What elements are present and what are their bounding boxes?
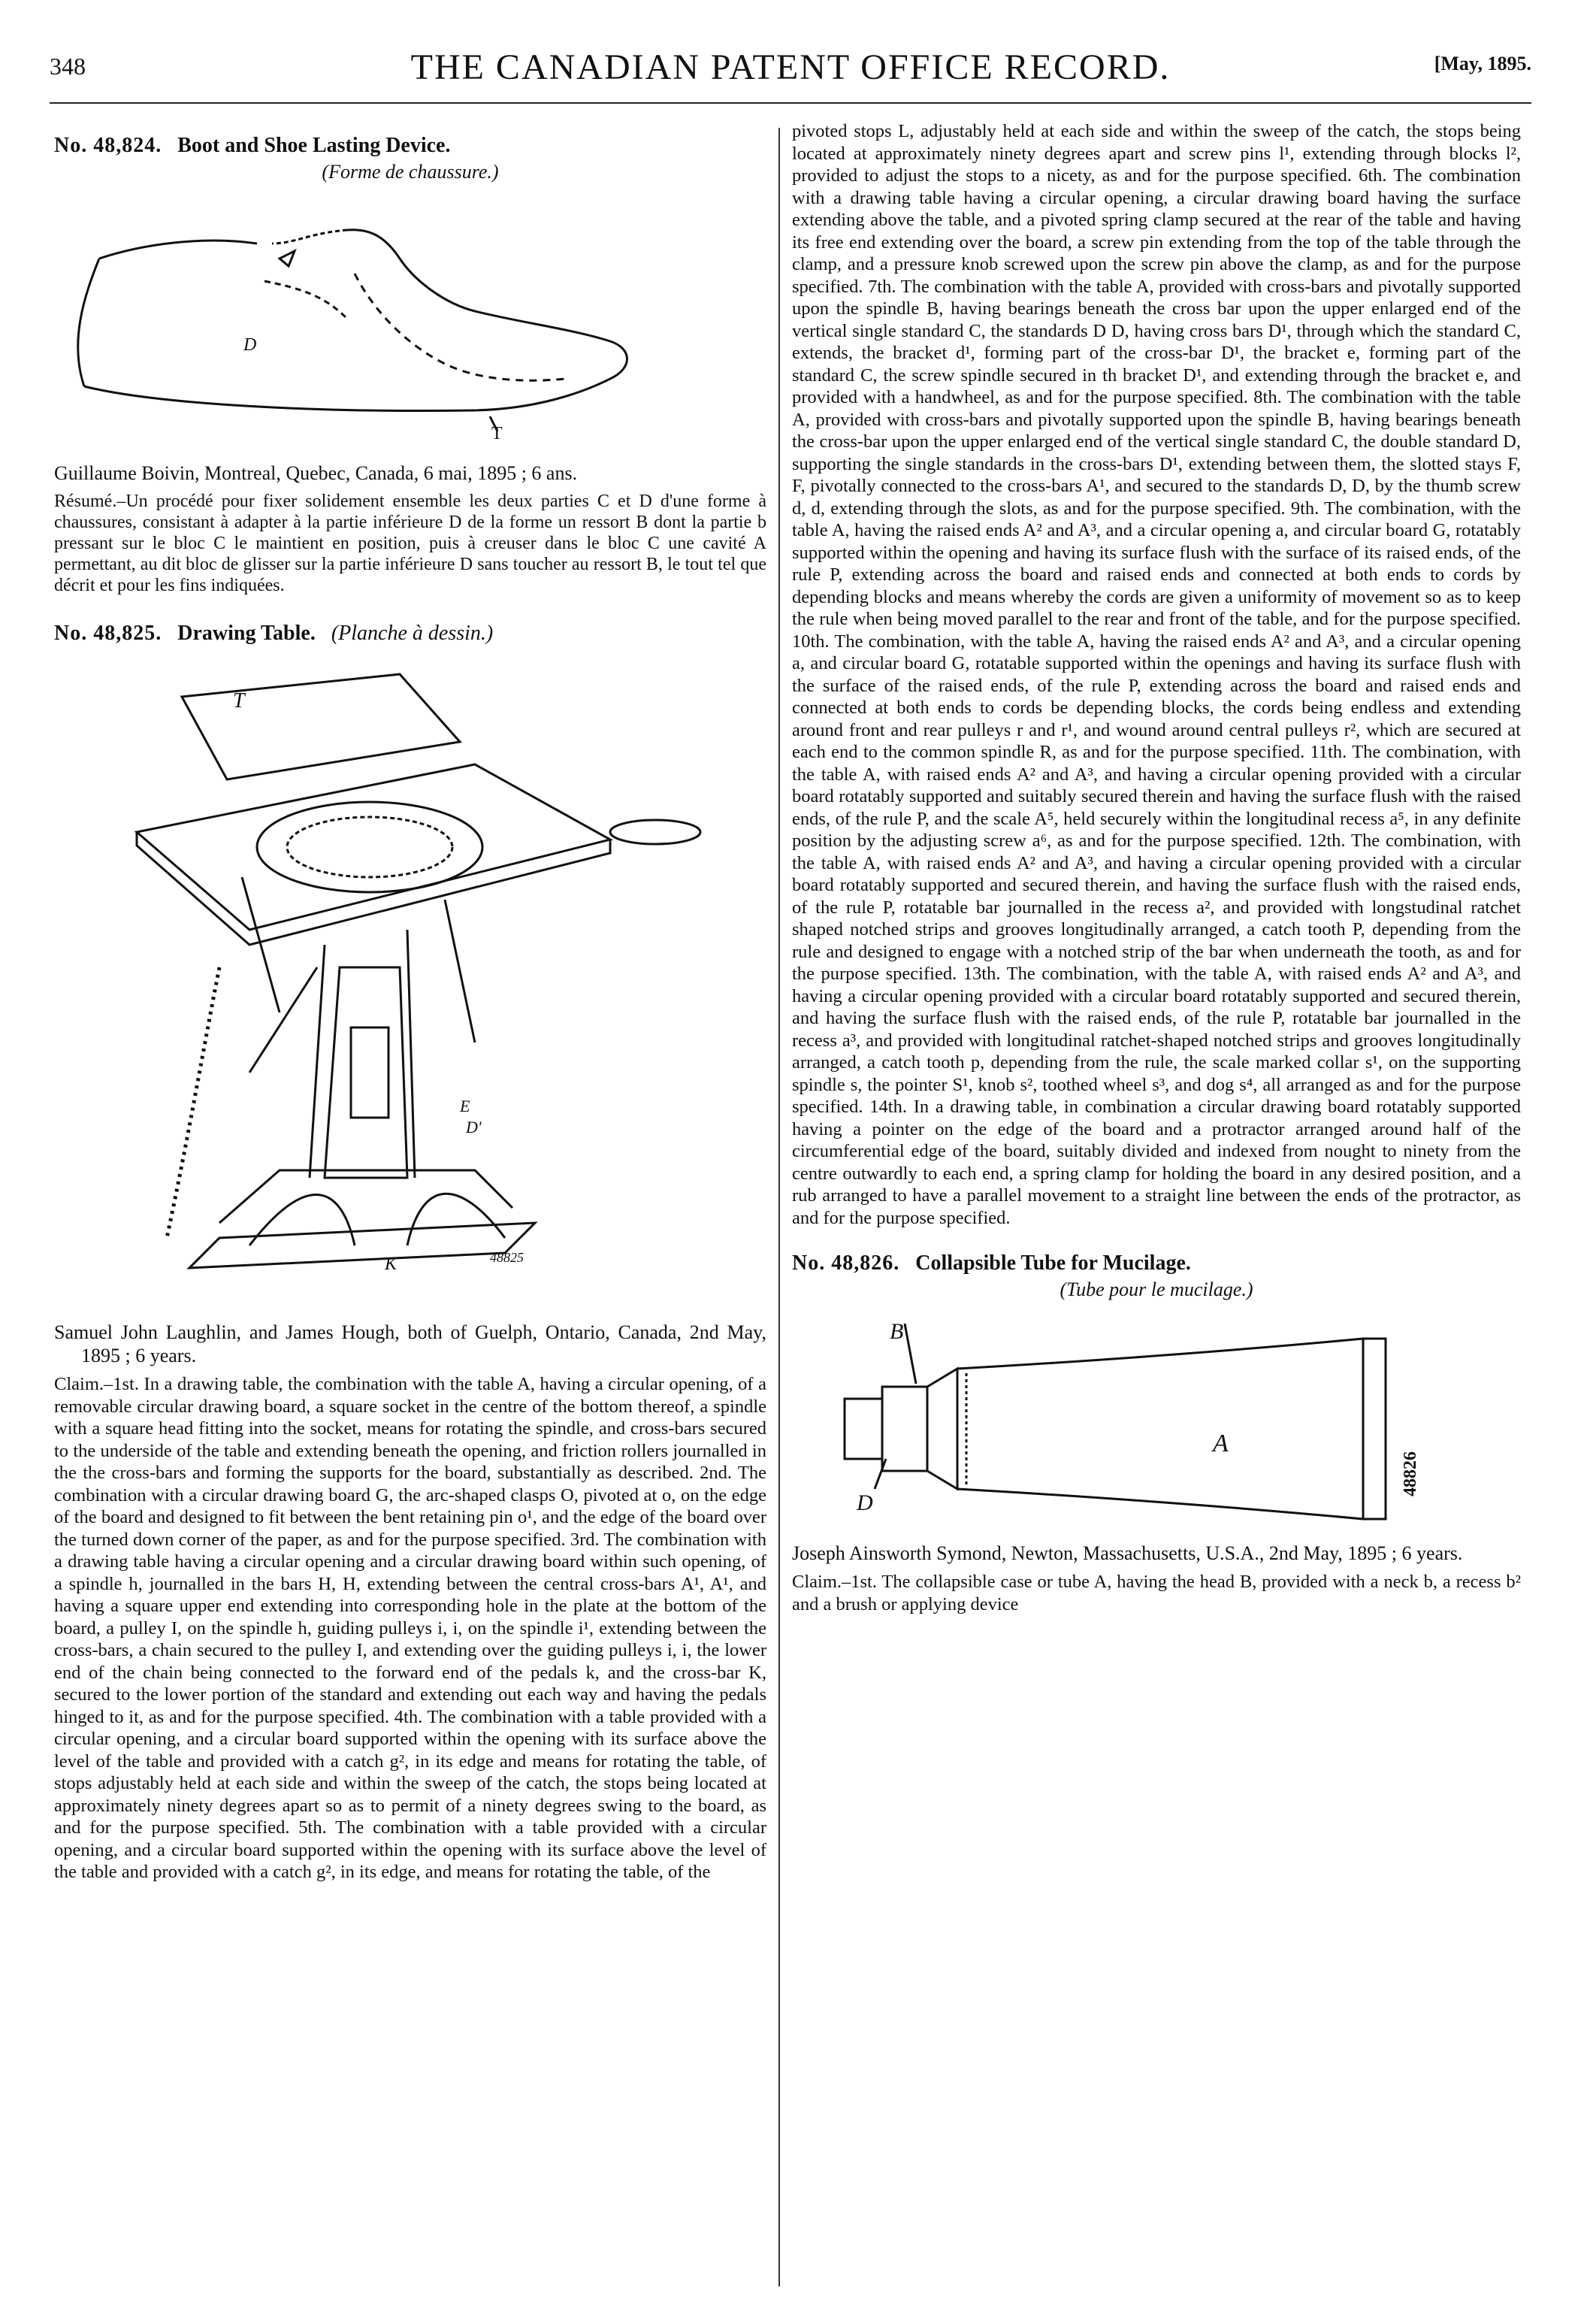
figure-label-d-prime: D' [466, 1118, 482, 1136]
figure-mucilage-tube [792, 1309, 1521, 1534]
tube-drawing [792, 1309, 1521, 1534]
inventor-line: Guillaume Boivin, Montreal, Quebec, Canada, 6 mai, 1895 ; 6 ans. [54, 462, 578, 484]
patent-number: No. 48,825. [54, 622, 162, 645]
resume-text: Résumé.–Un procédé pour fixer solidement ensemble les deux parties C et D d'une forme à chaussures, consistant à adapter à la partie inférieure D de la forme un ressort B dont la partie b pressant sur le bloc C le maintient en position, puis à creuser dans le bloc C une cavité A permettant, au dit bloc de glisser sur la partie inférieure D sans toucher au ressort B, le tout tel que décrit et pour les fins indiquées. [54, 492, 766, 595]
page-title: THE CANADIAN PATENT OFFICE RECORD. [410, 47, 1171, 87]
claim-text-right: pivoted stops L, adjustably held at each side and within the sweep of the catch, the stops being located at approximately ninety degrees apart and screw pins l¹, extending through blocks l², provided to adjust the stops to a nicety, as and for the purpose specified. 6th. The combination with a drawing table having a circular opening, a circular drawing board having the surface extending above the table, and a pivoted spring clamp secured at the rear of the table and having its free end extending over the board, a screw pin extending from the top of the table through the clamp, and a pressure knob screwed upon the screw pin above the clamp, as and for the purpose specified. 7th. The combination with the table A, provided with cross-bars and pivotally supported upon the spindle B, having bearings beneath the cross bar upon the upper enlarged end of the vertical single standard C, the standards D D, having cross bars D¹, through which the standard C, extends, the bracket d¹, forming part of the cross-bar D¹, the bracket e, forming part of the standard C, the screw spindle secured in th bracket D¹, and extending through the bracket e, and provided with a handwheel, as and for the purpose specified. 8th. The combination with the table A, provided with cross-bars and pivotally supported upon the spindle B, having bearings beneath the cross-bar upon the upper enlarged end of the vertical single standard C, the double standard D, supporting the single standards in the cross-bars D¹, extending between them, the slotted stays F, F, pivotally connected to the cross-bars A¹, and secured to the standards D, D, by the thumb screw d, d, extending through the slots, as and for the purpose specified. 9th. The combination, with the table A, having the raised ends A² and A³, and a circular opening a, and circular board G, rotatably supported within the opening and having its surface flush with the surface of its raised ends, of the rule P, extending across the board and raised ends and connected at both ends to cords by depending blocks and means whereby the cords are given a uniformity of movement so as to keep the rule when being moved parallel to the rear and front of the table, and for the purpose specified. 10th. The combination, with the table A, having the raised ends A² and A³, and a circular opening a, and circular board G, rotatable supported within the openings and having its surface flush with the surface of the raised ends, of the rule P, extending across the board and raised ends and connected at both ends to cords be depending blocks, the cords being endless and extending around front and rear pulleys r and r¹, and wound around central pulleys r², which are secured at each end to the common spindle R, as and for the purpose specified. 11th. The combination, with the table A, with raised ends A² and A³, and having a circular opening provided with a circular board rotatably supported and suitably secured therein and having the surface flush with the raised ends, of the rule P, and the scale A⁵, held securely within the longitudinal recess a⁵, in any definite position by the adjusting screw a⁶, as and for the purpose specified. 12th. The combination, with the table A, with raised ends A² and A³, and having a circular opening provided with a circular board rotatably supported and secured therein, and having the surface flush with the raised ends, of the rule P, rotatable bar journalled in the recess a², and provided with longstudinal ratchet shaped notched strips and grooves longitudinally arranged, a catch tooth P, depending from the rule and designed to engage with a notched strip of the bar when underneath the tooth, as and for the purpose specified. 13th. The combination, with the table A, with raised ends A² and A³, and having a circular opening provided with a circular board rotatably supported and secured therein, and having the surface flush with the raised ends, of the rule P, rotatable bar journalled in the recess a³, and provided with longitudinal ratchet-shaped notched strips and grooves longitudinally arranged, a catch tooth p, depending from the rule, the scale marked collar s¹, on the supporting spindle s, the pointer S¹, knob s², toothed wheel s³, and dog s⁴, all arranged as and for the purpose specified. 14th. In a drawing table, in combination a circular drawing board rotatably supported having a pointer on the edge of the board and a protractor arranged around half of the circumferential edge of the board, suitably divided and indexed from nought to ninety from the centre outwardly to each end, a spring clamp for holding the board in any desired position, and a rub arranged to have a parallel movement to a straight line between the ends of the protractor, as and for the purpose specified. [792, 121, 1521, 1228]
page-date: [May, 1895. [1434, 53, 1531, 74]
patent-heading-48826 [792, 1251, 1521, 1275]
figure-number: 48825 [490, 1250, 524, 1265]
inventor-line: Samuel John Laughlin, and James Hough, both of Guelph, Ontario, Canada, 2nd May, 1895 ; 6 years. [54, 1321, 766, 1366]
page-header [50, 47, 1531, 99]
patent-subtitle: (Forme de chaussure.) [322, 161, 499, 183]
patent-heading-48824 [54, 134, 766, 158]
header-rule [50, 102, 1531, 104]
patent-heading-48825 [54, 622, 766, 646]
claim-text: Claim.–1st. The collapsible case or tube A, having the head B, provided with a neck b, a recess b² and a brush or applying device [792, 1572, 1521, 1614]
patent-title: Collapsible Tube for Mucilage. [915, 1251, 1191, 1275]
figure-label-e: E [460, 1097, 470, 1115]
figure-label-t: T [233, 689, 245, 713]
patent-subtitle: (Planche à dessin.) [331, 622, 494, 645]
claim-text-left: Claim.–1st. In a drawing table, the combination with the table A, having a circular opening, of a removable circular drawing board, a square socket in the centre of the bottom thereof, a spindle with a square head fitting into the socket, means for rotating the spindle, and cross-bars secured to the underside of the table and extending beneath the opening, and friction rollers journalled in the the cross-bars and forming the supports for the board, substantially as described. 2nd. The combination with a circular drawing board G, the arc-shaped clasps O, pivoted at o, on the edge of the board and designed to fit between the bent retaining pin o¹, and the edge of the board over the turned down corner of the paper, as and for the purpose specified. 3rd. The combination with a drawing table having a circular opening and a circular drawing board within such opening, of a spindle h, journalled in the bars H, H, extending between the central cross-bars A¹, A¹, and having a square upper end extending into corresponding hole in the plate at the bottom of the board, a pulley I, on the spindle h, guiding pulleys i, i, on the spindle i¹, extending between the cross-bars, a chain secured to the pulley I, and extending over the guiding pulleys i, i, the lower end of the chain being connected to the forward end of the pedals k, and the cross-bar K, secured to the lower portion of the standard and extending out each way and having the pedals hinged to it, as and for the purpose specified. 4th. The combination with a table provided with a circular opening, and a circular board supported within the opening with its surface above the level of the table and provided with a catch g², in its edge and means for rotating the table, of stops adjustably held at each side and within the sweep of the catch, the stops being located at approximately ninety degrees apart so as to permit of a ninety degrees swing to the board, as and for the purpose specified. 5th. The combination with a table provided with a circular opening, and a circular board supported within the opening with its surface above the level of the table and provided with a catch g², in its edge, and means for rotating the table, of the [54, 1374, 766, 1882]
boot-last-drawing [54, 191, 766, 454]
patent-number: No. 48,826. [792, 1251, 900, 1275]
patent-number: No. 48,824. [54, 134, 162, 157]
figure-label-a: A [1213, 1430, 1229, 1457]
figure-number: 48826 [1401, 1451, 1420, 1496]
patent-title: Drawing Table. [177, 622, 316, 645]
figure-drawing-table [54, 652, 766, 1313]
patent-title: Boot and Shoe Lasting Device. [177, 134, 451, 157]
left-column [54, 120, 766, 2294]
column-divider [778, 128, 780, 2286]
patent-subtitle: (Tube pour le mucilage.) [1060, 1279, 1253, 1300]
inventor-line: Joseph Ainsworth Symond, Newton, Massachusetts, U.S.A., 2nd May, 1895 ; 6 years. [792, 1542, 1463, 1564]
figure-label-d: D [857, 1490, 873, 1515]
page-number: 348 [50, 53, 86, 80]
figure-boot-last [54, 191, 766, 454]
figure-label-d: D [243, 335, 257, 355]
figure-label-k: K [385, 1254, 398, 1274]
drawing-table-illustration [54, 652, 766, 1313]
right-column [792, 120, 1521, 2294]
figure-label-t: T [491, 424, 503, 443]
figure-label-b: B [890, 1319, 904, 1344]
